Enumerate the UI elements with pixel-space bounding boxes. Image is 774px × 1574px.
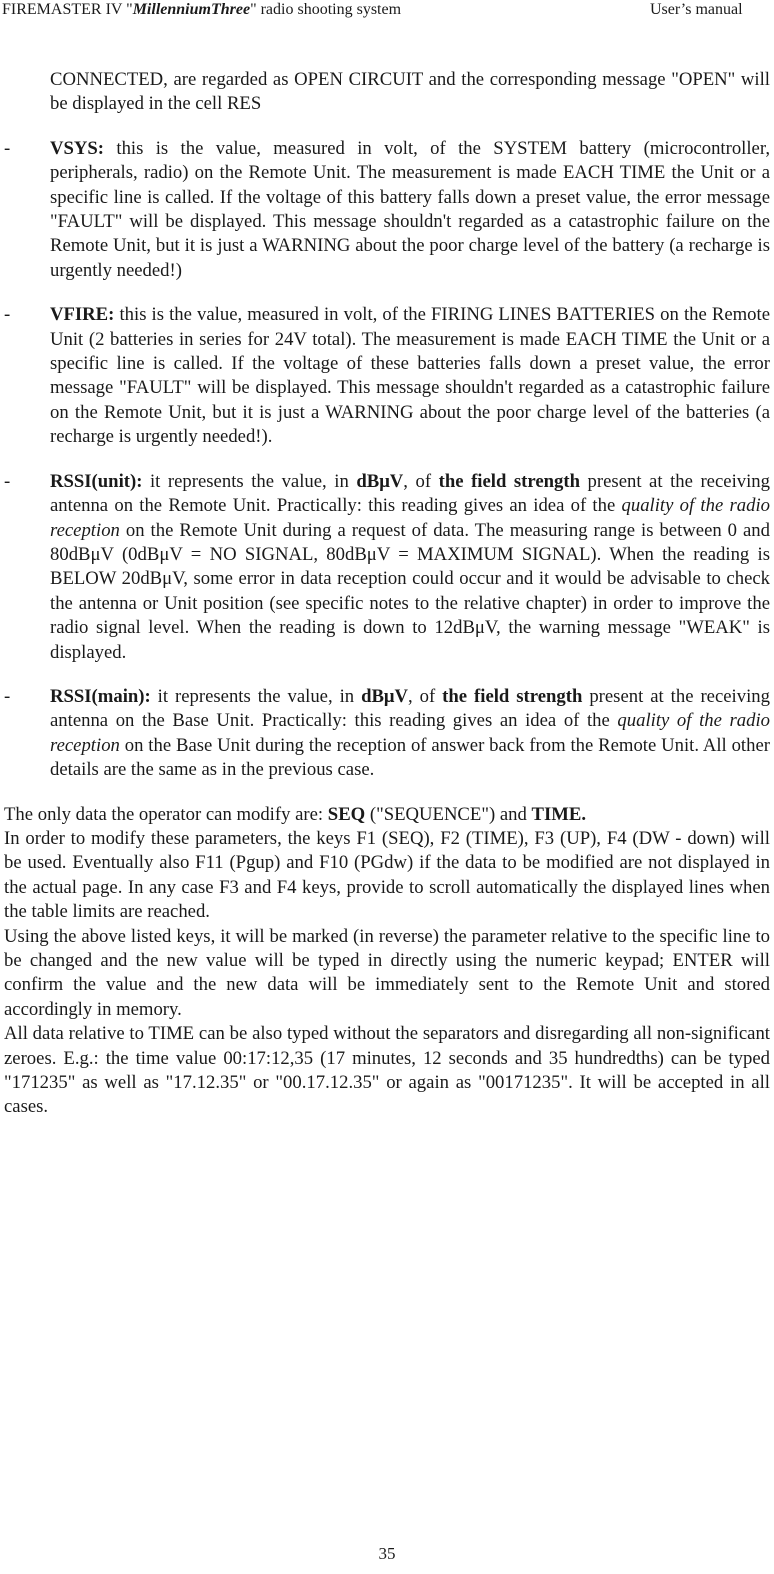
item-rssi-unit [4,470,770,665]
item-unit: dBμV [361,685,409,707]
item-text: this is the value, measured in volt, of the SYSTEM battery (microcontroller, peripherals, radio) on the Remote Unit. The measurement is made EACH TIME the Unit or a specific line is called. If the voltage of this battery falls down a preset value, the error message "FAULT" will be displayed. This message shouldn't regarded as a catastrophic failure on the Remote Unit, but it is just a WARNING about the poor charge level of the battery (a recharge is urgently needed!) [50,137,770,281]
item-text: on the Remote Unit during a request of data. The measuring range is between 0 and 80dBμV (0dBμV = NO SIGNAL, 80dBμV = MAXIMUM SIGNAL). When the reading is BELOW 20dBμV, some error in data reception could occur and it would be advisable to check the antenna or Unit position (see specific notes to the relative chapter) in order to improve the radio signal level. When the reading is down to 12dBμV, the warning message "WEAK" is displayed. [50,519,770,663]
item-vfire [4,303,770,449]
item-dash: - [4,304,11,326]
item-field-strength: the field strength [438,470,581,492]
header-brand: MillenniumThree [132,1,251,18]
item-text: this is the value, measured in volt, of the FIRING LINES BATTERIES on the Remote Unit (2 batteries in series for 24V total). The measurement is made EACH TIME the Unit or a specific line is called. If the voltage of these batteries falls down a preset value, the error message "FAULT" will be displayed. This message shouldn't regarded as a catastrophic failure on the Remote Unit, but it is just a WARNING about the poor charge level of the batteries (a recharge is urgently needed!). [50,304,770,448]
paragraph-text: The only data the operator can modify are: [4,803,328,825]
item-term: VSYS: [50,137,105,159]
paragraph-marking: Using the above listed keys, it will be marked (in reverse) the parameter relative to the specific line to be changed and the new value will be typed in directly using the numeric keypad; ENTER will confirm the value and the new data will be immediately sent to the Remote Unit and stored accordingly in memory. [4,925,770,1020]
item-field-strength: the field strength [442,685,583,707]
paragraph-text: ("SEQUENCE") and [365,803,532,825]
paragraph-keys: In order to modify these parameters, the keys F1 (SEQ), F2 (TIME), F3 (UP), F4 (DW - down) will be used. Eventually also F11 (Pgup) and F10 (PGdw) if the data to be modified are not displayed in the actual page. In any case F3 and F4 keys, provide to scroll automatically the displayed lines when the table limits are reached. [4,827,770,923]
time-term: TIME. [531,803,587,825]
item-term: RSSI(unit): [50,470,143,492]
item-dash: - [4,137,11,159]
item-vsys [4,137,770,283]
item-dash: - [4,470,11,492]
paragraph-time-format: All data relative to TIME can be also typed without the separators and disregarding all non-significant zeroes. E.g.: the time value 00:17:12,35 (17 minutes, 12 seconds and 35 hundredths) can be typed "171235" as well as "17.12.35" or "00.17.12.35" or again as "00171235". It will be accepted in all cases. [4,1023,770,1118]
item-unit: dBμV [356,470,404,492]
item-rssi-main [4,685,770,783]
seq-term: SEQ [327,803,366,825]
item-text: it represents the value, in [150,685,362,707]
page-body [4,68,770,1120]
item-text: present at the receiving antenna on the Remote Unit. Practically: this reading gives an idea of the [50,470,770,517]
item-term: VFIRE: [50,304,115,326]
item-text: , of [403,470,439,492]
item-text: it represents the value, in [142,470,357,492]
item-term: RSSI(main): [50,685,151,707]
header-prefix: FIREMASTER IV " [2,1,133,18]
item-text: , of [408,685,443,707]
paragraph-modify-data [4,803,770,827]
page-header [0,0,774,22]
item-quality: quality of the radio reception [50,495,770,541]
item-text: on the Base Unit during the reception of answer back from the Remote Unit. All other details are the same as in the previous case. [50,734,770,781]
header-manual-label: User’s manual [650,1,743,18]
header-title [2,0,401,20]
page-number: 35 [378,1544,396,1563]
item-dash: - [4,685,11,707]
header-suffix: " radio shooting system [250,1,402,18]
item-quality: quality of the radio reception [50,710,770,756]
continued-text: CONNECTED, are regarded as OPEN CIRCUIT and the corresponding message "OPEN" will be displayed in the cell RES [50,69,770,115]
item-text: present at the receiving antenna on the Base Unit. Practically: this reading gives an idea of the [50,685,770,732]
continued-item [4,68,770,117]
